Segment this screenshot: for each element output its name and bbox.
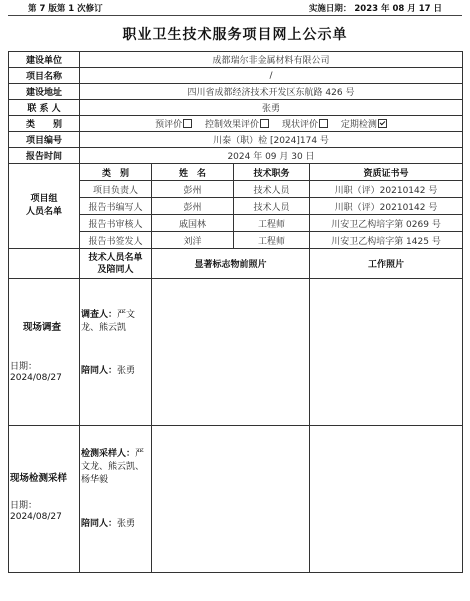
- category-label: 类 别: [9, 116, 80, 132]
- landmark-photo-header: 显著标志物前照片: [152, 249, 310, 279]
- member-name: 戚国林: [152, 215, 234, 232]
- unit-value: 成都瑞尔非金属材料有限公司: [80, 52, 463, 68]
- notice-table: [8, 51, 463, 573]
- row-project-name: [9, 68, 463, 84]
- survey-investigators: [81, 309, 151, 335]
- address-value: 四川省成都经济技术开发区东航路 426 号: [80, 84, 463, 100]
- version-label: 第 7 版第 1 次修订: [28, 4, 103, 14]
- survey-date: 2024/08/27: [10, 373, 62, 383]
- option-label: 控制效果评价: [205, 120, 260, 130]
- photo-header-blank: [9, 249, 80, 279]
- report-time-value: 2024 年 09 月 30 日: [80, 148, 463, 164]
- team-label-text: 项目组 人员名单: [25, 194, 62, 217]
- sampling-date: 2024/08/27: [10, 512, 62, 522]
- survey-label-cell: [9, 279, 80, 426]
- sampling-label-cell: [9, 426, 80, 573]
- option-label: 预评价: [155, 120, 183, 130]
- project-no-value: 川泰（职）检 [2024]174 号: [80, 132, 463, 148]
- member-title: 技术人员: [234, 198, 310, 215]
- team-header-name: 姓 名: [152, 164, 234, 181]
- escort-label: 陪同人：: [81, 366, 118, 376]
- escort-value: 张勇: [117, 519, 136, 529]
- member-title: 技术人员: [234, 181, 310, 198]
- team-header-role: 类 别: [80, 164, 152, 181]
- checkbox-periodic-test[interactable]: [378, 119, 387, 128]
- work-photo-header: 工作照片: [310, 249, 463, 279]
- unit-label: 建设单位: [9, 52, 80, 68]
- category-option-pre-eval[interactable]: [155, 120, 192, 130]
- category-option-periodic-test[interactable]: [341, 120, 387, 130]
- survey-work-photo-cell: [310, 279, 463, 426]
- survey-label: 现场调查: [23, 322, 62, 333]
- member-name: 彭州: [152, 198, 234, 215]
- checkbox-status-eval[interactable]: [319, 119, 328, 128]
- contact-label: 联 系 人: [9, 100, 80, 116]
- member-cert: 川安卫乙构培字第 1425 号: [310, 232, 463, 249]
- page-title: 职业卫生技术服务项目网上公示单: [122, 27, 348, 43]
- project-name-label: 项目名称: [9, 68, 80, 84]
- survey-date-label: 日期：: [10, 362, 38, 372]
- member-title: 工程师: [234, 232, 310, 249]
- member-role: 报告书编写人: [80, 198, 152, 215]
- team-header-cert: 资质证书号: [310, 164, 463, 181]
- category-options: [80, 116, 463, 132]
- member-name: 彭州: [152, 181, 234, 198]
- row-address: [9, 84, 463, 100]
- sampling-samplers: [81, 448, 151, 487]
- team-label: [9, 164, 80, 249]
- member-role: 项目负责人: [80, 181, 152, 198]
- page-header: [0, 0, 470, 15]
- sampling-work-photo-cell: [310, 426, 463, 573]
- samplers-value: 严文龙、熊云凯、杨华毅: [81, 449, 145, 485]
- project-name-value: /: [80, 68, 463, 84]
- member-role: 报告书签发人: [80, 232, 152, 249]
- survey-landmark-photo-cell: [152, 279, 310, 426]
- survey-escort: [81, 365, 151, 378]
- checkbox-pre-eval[interactable]: [183, 119, 192, 128]
- member-cert: 川职（评）20210142 号: [310, 198, 463, 215]
- member-title: 工程师: [234, 215, 310, 232]
- project-no-label: 项目编号: [9, 132, 80, 148]
- personnel-header-text: 技术人员名单 及陪同人: [88, 252, 143, 275]
- team-header-row: [9, 164, 463, 181]
- sampling-personnel-cell: [80, 426, 152, 573]
- team-header-title: 技术职务: [234, 164, 310, 181]
- personnel-header: [80, 249, 152, 279]
- sampling-date-label: 日期：: [10, 501, 38, 511]
- samplers-label: 检测采样人：: [81, 449, 136, 459]
- investigators-value: 严文龙、熊云凯: [81, 310, 136, 333]
- category-option-status-eval[interactable]: [282, 120, 328, 130]
- sampling-label: 现场检测采样: [10, 473, 68, 484]
- photo-header-row: [9, 249, 463, 279]
- address-label: 建设地址: [9, 84, 80, 100]
- effective-date: 实施日期： 2023 年 08 月 17 日: [308, 4, 442, 14]
- contact-value: 张勇: [80, 100, 463, 116]
- sampling-row: [9, 426, 463, 573]
- category-option-control-eval[interactable]: [205, 120, 269, 130]
- member-cert: 川安卫乙构培字第 0269 号: [310, 215, 463, 232]
- row-unit: [9, 52, 463, 68]
- row-contact: [9, 100, 463, 116]
- checkbox-control-eval[interactable]: [260, 119, 269, 128]
- member-name: 刘洋: [152, 232, 234, 249]
- header-divider: [8, 15, 462, 16]
- row-report-time: [9, 148, 463, 164]
- report-time-label: 报告时间: [9, 148, 80, 164]
- option-label: 定期检测: [340, 120, 377, 130]
- member-role: 报告书审核人: [80, 215, 152, 232]
- sampling-landmark-photo-cell: [152, 426, 310, 573]
- sampling-escort: [81, 518, 151, 531]
- option-label: 现状评价: [281, 120, 318, 130]
- escort-value: 张勇: [117, 366, 136, 376]
- survey-row: [9, 279, 463, 426]
- row-category: [9, 116, 463, 132]
- investigators-label: 调查人：: [81, 310, 118, 320]
- member-cert: 川职（评）20210142 号: [310, 181, 463, 198]
- escort-label: 陪同人：: [81, 519, 118, 529]
- row-project-no: [9, 132, 463, 148]
- survey-personnel-cell: [80, 279, 152, 426]
